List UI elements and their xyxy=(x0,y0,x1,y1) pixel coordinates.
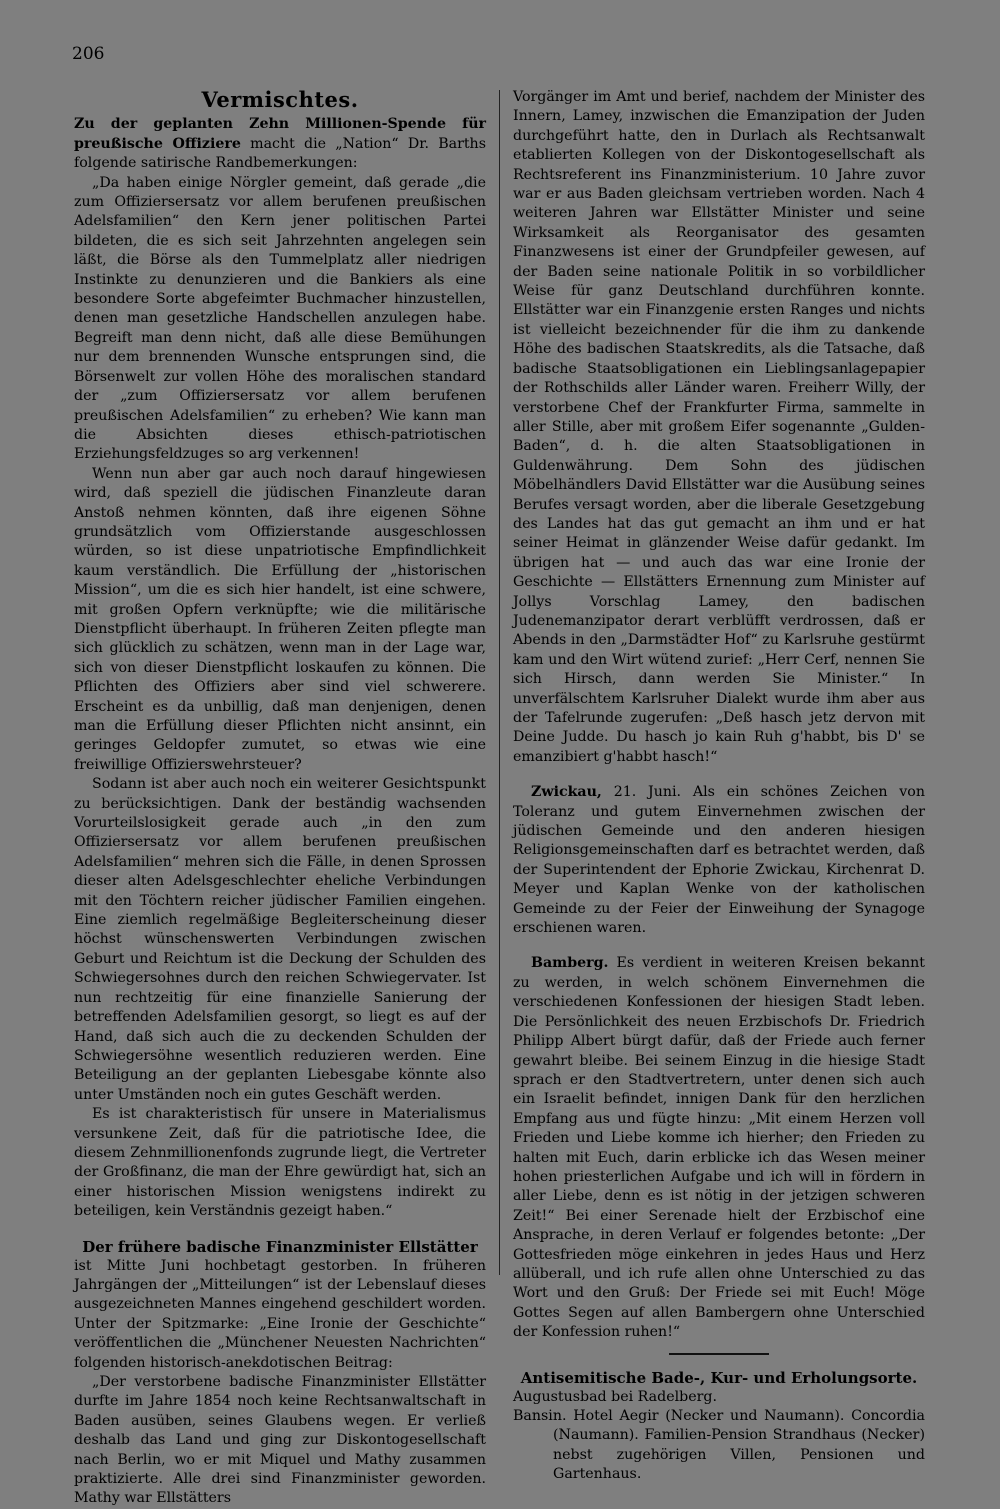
article-ellstaetter-paragraph: ist Mitte Juni hochbetagt gestorben. In früheren Jahrgängen der „Mitteilungen“ ist der Lebenslauf dieses ausgezeichneten Mannes eingehend geschildert worden. Unter der Spitzmarke: „Eine Ironie der Geschichte“ veröffentlichen die „Münchener Neuesten Nachrichten“ folgenden historisch-anekdotischen Beitrag: xyxy=(74,1257,486,1371)
bade-orte-list xyxy=(513,1388,925,1485)
left-column xyxy=(74,88,486,1509)
article-zehn-millionen-paragraph: Sodann ist aber auch noch ein weiterer Gesichtspunkt zu berücksichtigen. Dank der beständig wachsenden Vorurteilslosigkeit gerade auch „in den zum Offiziersersatz vor allem berufenen preußischen Adelsfamilien“ mehren sich die Fälle, in denen Sprossen dieser alten Adelsgeschlechter eheliche Verbindungen mit den Töchtern reicher jüdischer Familien eingehen. Eine ziemlich regelmäßige Begleiterscheinung dieser höchst wünschenswerten Verbindungen zwischen Geburt und Reichtum ist die Deckung der Schulden des Schwiegersohnes durch den reichen Schwiegervater. Ist nun rechtzeitig für eine finanzielle Sanierung der betreffenden Adelsfamilien gesorgt, so liegt es auf der Hand, daß sich auch die zu deckenden Schulden der Schwiegersöhne wesentlich reduzieren werden. Eine Beteiligung an der geplanten Liebesgabe könnte also unter Umständen noch ein gutes Geschäft werden. xyxy=(74,776,486,1103)
list-item: Bansin. Hotel Aegir (Necker und Naumann). Concordia (Naumann). Familien-Pension Strandhaus (Necker) nebst zugehörigen Villen, Pensionen und Gartenhaus. xyxy=(513,1408,925,1483)
dateline-zwickau: Zwickau, xyxy=(531,784,602,801)
article-zwickau-text: 21. Juni. Als ein schönes Zeichen von Toleranz und gutem Einvernehmen zwischen der jüdischen Gemeinde und den anderen hiesigen Religionsgemeinschaften darf es betrachtet werden, daß der Superintendent der Ephorie Zwickau, Kirchenrat D. Meyer und Kaplan Wenke von der katholischen Gemeinde zu der Feier der Einweihung der Synagoge erschienen waren. xyxy=(513,784,925,937)
article-zehn-millionen-intro xyxy=(74,115,486,173)
section-title: Vermischtes. xyxy=(201,87,359,112)
column-divider xyxy=(499,90,500,1275)
page-number: 206 xyxy=(72,44,105,64)
article-zehn-millionen-paragraph: Es ist charakteristisch für unsere in Materialismus versunkene Zeit, daß für die patriotische Idee, die diesem Zehnmillionenfonds zugrunde liegt, die Vertreter der Großfinanz, die man der Ehre gewürdigt hat, sich an einer historischen Mission wenigstens indirekt zu beteiligen, kein Verständnis gezeigt haben.“ xyxy=(74,1106,486,1220)
article-zehn-millionen-paragraph: „Da haben einige Nörgler gemeint, daß gerade „die zum Offiziersersatz vor allem berufenen preußischen Adelsfamilien“ den Kern jener politischen Partei bildeten, die es sich seit Jahrzehnten angelegen sein läßt, die Börse als den Tummelplatz aller niedrigen Instinkte zu denunzieren und die Bankiers als eine besondere Sorte abgefeimter Buchmacher hinzustellen, denen man gesetzliche Handschellen anzulegen habe. Begreift man denn nicht, daß alle diese Bemühungen nur dem brennenden Wunsche entsprungen sind, die Börsenwelt zur vollen Höhe des moralischen standard der „zum Offiziersersatz vor allem berufenen preußischen Adelsfamilien“ zu erheben? Wie kann man die Absichten dieses ethisch-patriotischen Erziehungsfeldzuges so arg verkennen! xyxy=(74,174,486,463)
article-ellstaetter-heading: Der frühere badische Finanzminister Ellstätter xyxy=(82,1237,478,1256)
article-bamberg xyxy=(513,954,925,1342)
section-rule xyxy=(669,1353,769,1355)
list-item: Augustusbad bei Radelberg. xyxy=(513,1388,717,1405)
dateline-bamberg: Bamberg. xyxy=(531,955,609,972)
article-zehn-millionen-heading: Zu der geplanten Zehn Millionen-Spende für preußische Offiziere xyxy=(74,116,486,152)
article-zehn-millionen-paragraph: Wenn nun aber gar auch noch darauf hingewiesen wird, daß speziell die jüdischen Finanzleute daran Anstoß nehmen könnten, daß ihre eigenen Söhne grundsätzlich vom Offizierstande ausgeschlossen würden, so ist diese unpatriotische Empfindlichkeit kaum verständlich. Die Erfüllung der „historischen Mission“, um die es sich hier handelt, ist eine schwere, mit großen Opfern verknüpfte; wie die militärische Dienstpflicht überhaupt. In früheren Zeiten pflegte man sich glücklich zu schätzen, wenn man in der Lage war, sich von dieser Dienstpflicht loskaufen zu können. Die Pflichten des Offiziers aber sind viel schwerere. Erscheint es da unbillig, daß man denjenigen, denen man die Erfüllung dieser Pflichten nicht ansinnt, ein geringes Geldopfer zumutet, so etwas wie eine freiwillige Offizierswehrsteuer? xyxy=(74,465,486,773)
article-bade-orte-heading: Antisemitische Bade-, Kur- und Erholungsorte. xyxy=(520,1368,918,1387)
article-ellstaetter-paragraph: „Der verstorbene badische Finanzminister Ellstätter durfte im Jahre 1854 noch keine Rechtsanwaltschaft in Baden ausüben, seines Glaubens wegen. Er verließ deshalb das Land und ging zur Diskontogesellschaft nach Berlin, wo er mit Miquel und Mathy zusammen praktizierte. Alle drei sind Finanzminister geworden. Mathy war Ellstätters xyxy=(74,1374,486,1507)
article-bamberg-text: Es verdient in weiteren Kreisen bekannt zu werden, in welch schönem Einvernehmen die verschiedenen Konfessionen der hiesigen Stadt leben. Die Persönlichkeit des neuen Erzbischofs Dr. Friedrich Philipp Albert bürgt dafür, daß der Friede auch ferner gewahrt bleibe. Bei seinem Einzug in die hiesige Stadt sprach er den Stadtvertretern, unter denen sich auch ein Israelit befindet, innigen Dank für den herzlichen Empfang aus und fügte hinzu: „Mit einem Herzen voll Frieden und Liebe komme ich hierher; den Frieden zu halten mit Euch, darin erblicke ich das Wesen meiner hohen priesterlichen Aufgabe und ich will in fördern in aller Liebe, denn es ist nötig in der jetzigen schweren Zeit!“ Bei einer Serenade hielt der Erzbischof eine Ansprache, in deren Verlauf er folgendes betonte: „Der Gottesfrieden möge einkehren in jedes Haus und Herz allüberall, und ich rufe allen ohne Unterschied zu das Wort und den Gruß: Der Friede sei mit Euch! Möge Gottes Segen auf allen Bambergern ohne Unterschied der Konfession ruhen!“ xyxy=(513,955,925,1341)
article-zwickau xyxy=(513,783,925,938)
article-zehn-millionen-intro-text: macht die „Nation“ Dr. Barths folgende satirische Randbemerkungen: xyxy=(74,135,486,172)
article-ellstaetter-continued: Vorgänger im Amt und berief, nachdem der Minister des Innern, Lamey, inzwischen die Emanzipation der Juden durchgeführt hatte, den in Durlach als Rechtsanwalt etablierten Kollegen von der Diskontogesellschaft als Rechtsreferent ins Finanzministerium. 10 Jahre zuvor war er aus Baden gleichsam vertrieben worden. Nach 4 weiteren Jahren war Ellstätter Minister und seine Wirksamkeit als Reorganisator des gesamten Finanzwesens ist einer der Grundpfeiler gewesen, auf der Baden seine nationale Politik in so vorbildlicher Weise für ganz Deutschland durchführen konnte. Ellstätter war ein Finanzgenie ersten Ranges und nichts ist vielleicht bezeichnender für die ihm zu dankende Höhe des badischen Staatskredits, als die Tatsache, daß badische Staatsobligationen ein Lieblingsanlagepapier der Rothschilds aller Länder waren. Freiherr Willy, der verstorbene Chef der Frankfurter Firma, sammelte in aller Stille, aber mit großem Eifer sogenannte „Gulden-Baden“, d. h. die alten Staatsobligationen in Guldenwährung. Dem Sohn des jüdischen Möbelhändlers David Ellstätter war die Ausübung seines Berufes versagt worden, aber die liberale Gesetzgebung des Landes hat das gut gemacht an ihm und er hat seiner Heimat in glänzender Weise dafür gedankt. Im übrigen hat — und auch das war eine Ironie der Geschichte — Ellstätters Ernennung zum Minister auf Jollys Vorschlag Lamey, den badischen Judenemanzipator derart verblüfft verdrossen, daß er Abends in den „Darmstädter Hof“ zu Karlsruhe gestürmt kam und den Wirt wütend zurief: „Herr Cerf, nennen Sie sich Hirsch, dann werden Sie Minister.“ In unverfälschtem Karlsruher Dialekt wurde ihm aber aus der Tafelrunde zugerufen: „Deß hasch jetz dervon mit Deine Judde. Du hasch jo kain Ruh g'habbt, bis D' se emanzibiert g'habbt hasch!“ xyxy=(513,89,925,765)
right-column xyxy=(513,88,925,1485)
